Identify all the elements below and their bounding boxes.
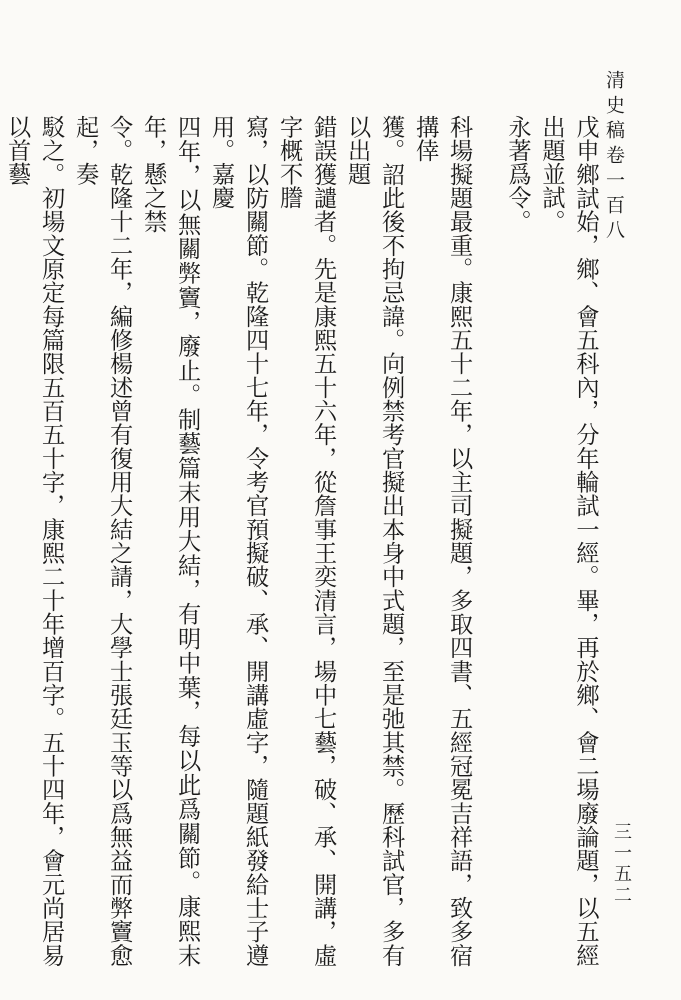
- text-column: 獲。詔此後不拘忌諱。向例禁考官擬出本身中式題，至是弛其禁。歷科試官，多有以出題: [343, 115, 405, 967]
- text-column: 錯誤獲譴者。先是康熙五十六年，從詹事王奕清言，場中七藝，破、承、開講，虛字概不謄: [275, 115, 337, 967]
- text-column: 令。乾隆十二年，編修楊述曾有復用大結之請，大學士張廷玉等以爲無益而弊竇愈起，奏: [71, 115, 133, 967]
- text-column: 永著爲令。: [504, 115, 531, 233]
- text-column: 四年，以無關弊竇，廢止。制藝篇末用大結，有明中葉，每以此爲關節。康熙末年，懸之禁: [139, 115, 201, 967]
- text-column: 科場擬題最重。康熙五十二年，以主司擬題，多取四書、五經冠冕吉祥語，致多宿搆倖: [411, 115, 473, 967]
- text-column: 駁之。初場文原定每篇限五百五十字，康熙二十年增百字。五十四年，會元尚居易以首藝: [3, 115, 65, 967]
- main-text: [3, 115, 602, 967]
- text-column: 戊申鄉試始，鄉、會五科內，分年輪試一經。畢，再於鄉、會二場廢論題，以五經出題並試。: [538, 115, 599, 967]
- text-column: 寫，以防關節。乾隆四十七年，令考官預擬破、承、開講虛字，隨題紙發給士子遵用。嘉慶: [207, 115, 269, 967]
- page-number: 三一五二: [611, 822, 632, 906]
- running-head-title: 清史稿卷一百八: [603, 70, 625, 245]
